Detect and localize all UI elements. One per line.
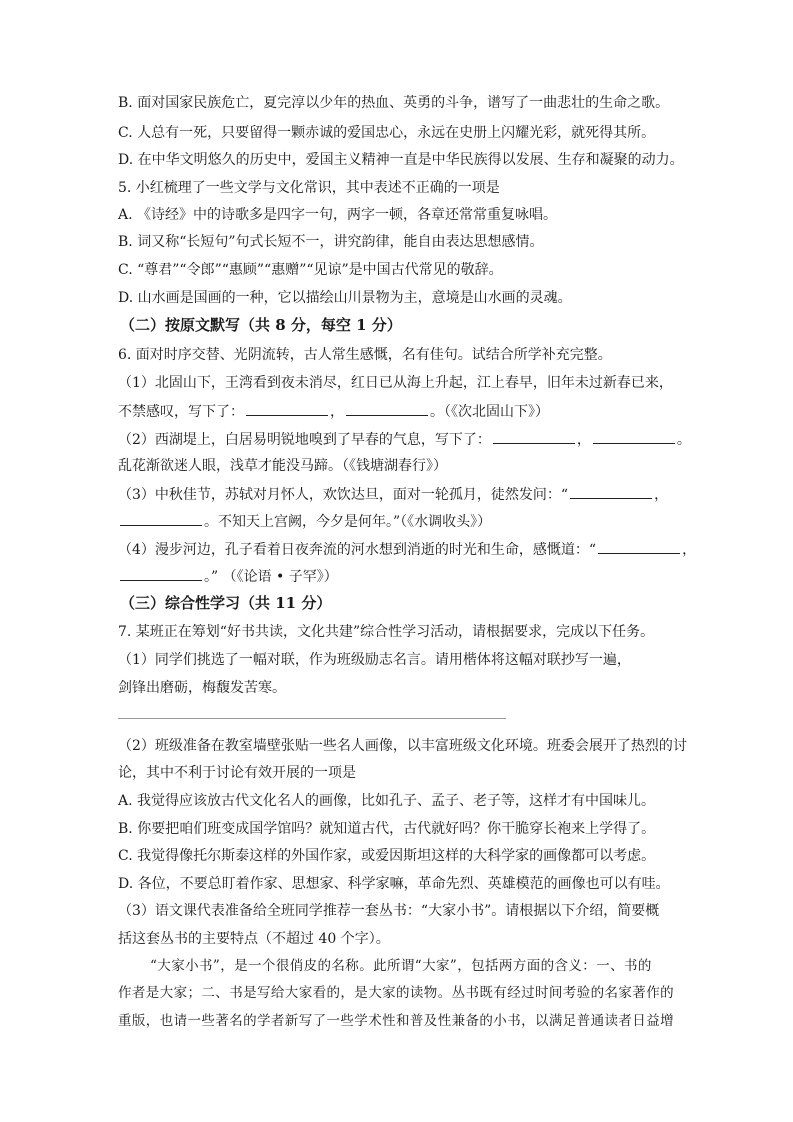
- text-segment: ，: [654, 487, 669, 503]
- fill-in-blank[interactable]: [120, 512, 202, 526]
- text-segment: 5. 小红梳理了一些文学与文化常识，其中表述不正确的一项是: [118, 180, 500, 196]
- text-segment: 7. 某班正在筹划“好书共读，文化共建”综合性学习活动，请根据要求，完成以下任务。: [118, 624, 655, 640]
- fill-in-blank[interactable]: [593, 430, 675, 444]
- text-line: [118, 820, 655, 838]
- text-segment: 。不知天上宫阙，今夕是何年。”（《水调收头》）: [204, 514, 492, 530]
- text-segment: 不禁感叹，写下了：: [118, 404, 244, 420]
- text-segment: A. 我觉得应该放古代文化名人的画像，比如孔子、孟子、老子等，这样才有中国味儿。: [118, 793, 656, 809]
- text-segment: B. 词又称“长短句”句式长短不一，讲究韵律，能自由表达思想感情。: [118, 234, 544, 250]
- text-line: [118, 902, 659, 920]
- text-line: [118, 485, 668, 504]
- text-segment: D. 在中华文明悠久的历史中，爱国主义精神一直是中华民族得以发展、生存和凝聚的动力。: [118, 152, 684, 168]
- section-heading: [120, 316, 402, 334]
- text-line: [118, 984, 674, 1002]
- fill-in-blank[interactable]: [346, 402, 428, 416]
- text-segment: C. 人总有一死，只要留得一颗赤诚的爱国忠心，永远在史册上闪耀光彩，就死得其所。: [118, 125, 656, 141]
- text-line: [118, 233, 544, 251]
- text-line: [118, 402, 549, 421]
- fill-in-blank[interactable]: [598, 540, 680, 554]
- fill-in-blank[interactable]: [493, 430, 575, 444]
- text-segment: （3）中秋佳节，苏轼对月怀人，欢饮达旦，面对一轮孤月，徒然发问：“: [118, 487, 569, 503]
- text-segment: D. 各位，不要总盯着作家、思想家、科学家嘛，革命先烈、英雄模范的画像也可以有哇。: [118, 876, 670, 892]
- text-segment: 乱花渐欲迷人眼，浅草才能没马蹄。（《钱塘湖春行》）: [118, 458, 447, 474]
- text-line: [118, 94, 669, 112]
- text-line: [118, 540, 696, 559]
- text-segment: （二）按原文默写（共 8 分，每空 1 分）: [120, 316, 402, 334]
- text-segment: D. 山水画是国画的一种，它以描绘山川景物为主，意境是山水画的灵魂。: [118, 290, 572, 306]
- text-segment: （1）同学们挑选了一幅对联，作为班级励志名言。请用楷体将这幅对联抄写一遍，: [118, 652, 631, 668]
- text-segment: （三）综合性学习（共 11 分）: [120, 594, 332, 612]
- text-line: [118, 847, 655, 865]
- text-segment: 剑锋出磨砺，梅馥发苦寒。: [118, 680, 286, 696]
- text-segment: （2）班级准备在教室墙壁张贴一些名人画像，以丰富班级文化环境。班委会展开了热烈的讨: [118, 738, 687, 754]
- text-segment: （3）语文课代表准备给全班同学推荐一套丛书：“大家小书”。请根据以下介绍，简要概: [118, 903, 660, 919]
- text-segment: 作者是大家；二、书是写给大家看的，是大家的读物。丛书既有经过时间考验的名家著作的: [118, 985, 674, 1001]
- text-line: [118, 875, 670, 893]
- text-line: [118, 206, 557, 224]
- text-segment: 重版，也请一些著名的学者新写了一些学术性和普及性兼备的小书，以满足普通读者日益增: [118, 1013, 674, 1029]
- text-line: [118, 930, 390, 948]
- text-line: [118, 179, 500, 197]
- text-line: [118, 1012, 674, 1030]
- text-line: [118, 430, 691, 449]
- text-line: [118, 346, 612, 364]
- fill-in-blank[interactable]: [120, 567, 202, 581]
- text-line: [118, 151, 684, 169]
- text-segment: 。: [676, 432, 691, 448]
- section-heading: [120, 594, 331, 612]
- text-segment: （4）漫步河边，孔子看着日夜奔流的河水想到消逝的时光和生命，感慨道：“: [118, 542, 597, 558]
- text-segment: B. 面对国家民族危亡，夏完淳以少年的热血、英勇的斗争，谱写了一曲悲壮的生命之歌。: [118, 95, 670, 111]
- text-line: [118, 512, 491, 531]
- text-line: [118, 289, 572, 307]
- text-segment: A. 《诗经》中的诗歌多是四字一句，两字一顿，各章还常常重复咏唱。: [118, 207, 558, 223]
- text-line: [118, 124, 655, 142]
- text-line: [118, 457, 447, 475]
- text-segment: ，: [330, 404, 344, 420]
- text-line: [118, 737, 687, 755]
- text-line: [118, 764, 356, 782]
- text-line: [118, 623, 654, 641]
- text-segment: 。” （《论语 • 子罕》）: [204, 569, 338, 585]
- text-line: [150, 957, 652, 975]
- text-line: [118, 374, 673, 392]
- text-line: [118, 792, 655, 810]
- text-line: [118, 679, 286, 697]
- text-segment: C. “尊君”“令郎”“惠顾”“惠赠”“见谅”是中国古代常见的敬辞。: [118, 262, 503, 278]
- text-line: [118, 567, 338, 586]
- text-line: [118, 651, 631, 669]
- text-segment: ，: [682, 542, 697, 558]
- text-segment: ，: [576, 432, 591, 448]
- text-line: [118, 261, 503, 279]
- text-segment: C. 我觉得像托尔斯泰这样的外国作家，或爱因斯坦这样的大科学家的画像都可以考虑。: [118, 848, 656, 864]
- text-segment: （2）西湖堤上，白居易明锐地嗅到了早春的气息，写下了：: [118, 432, 491, 448]
- text-segment: （1）北固山下，王湾看到夜未消尽，红日已从海上升起，江上春早，旧年未过新春已来，: [118, 375, 673, 391]
- text-segment: 括这套丛书的主要特点（不超过 40 个字）。: [118, 931, 390, 947]
- text-segment: 。（《次北固山下》）: [430, 404, 549, 420]
- fill-in-blank[interactable]: [246, 402, 328, 416]
- text-segment: 6. 面对时序交替、光阴流转，古人常生感慨，名有佳句。试结合所学补充完整。: [118, 347, 612, 363]
- text-segment: 论，其中不利于讨论有效开展的一项是: [118, 765, 356, 781]
- text-segment: B. 你要把咱们班变成国学馆吗？就知道古代，古代就好吗？你干脆穿长袍来上学得了。: [118, 821, 656, 837]
- answer-line: [118, 718, 506, 719]
- text-segment: “大家小书”，是一个很俏皮的名称。此所谓“大家”，包括两方面的含义：一、书的: [150, 958, 652, 974]
- fill-in-blank[interactable]: [570, 485, 652, 499]
